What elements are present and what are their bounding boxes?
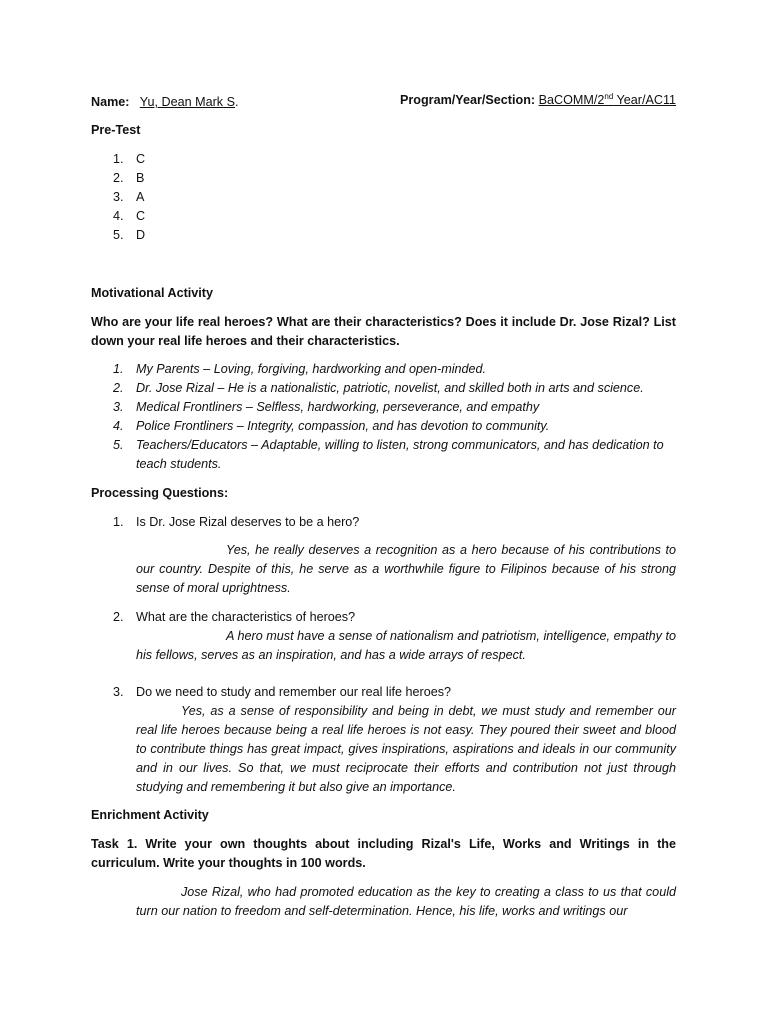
- enrichment-task: Task 1. Write your own thoughts about including Rizal's Life, Works and Writings in the curriculum. Write your thoughts in 100 words.: [91, 837, 676, 870]
- hero-text: Police Frontliners – Integrity, compassion, and has devotion to community.: [136, 419, 550, 433]
- motivational-prompt: Who are your life real heroes? What are their characteristics? Does it include Dr. Jose Rizal? List down your real life heroes and their characteristics.: [91, 315, 676, 348]
- list-item: [91, 417, 676, 436]
- answer-1: Yes, he really deserves a recognition as a hero because of his contributions to our country. Despite of this, he serve as a worthwhile figure to Filipinos because of his strong sense of moral uprightness.: [136, 543, 676, 595]
- processing-title: Processing Questions:: [91, 486, 229, 500]
- list-item: [91, 436, 676, 474]
- pretest-answer: A: [136, 190, 145, 204]
- enrichment-answer: Jose Rizal, who had promoted education as the key to creating a class to us that could turn our nation to freedom and self-determination. Hence, his life, works and writings our: [136, 885, 676, 918]
- list-item-number: 2.: [113, 381, 124, 395]
- pretest-answer: C: [136, 152, 146, 166]
- question-text: Is Dr. Jose Rizal deserves to be a hero?: [136, 515, 360, 529]
- list-item-number: 1.: [113, 515, 124, 529]
- list-item: [91, 169, 676, 188]
- list-item-number: 1.: [113, 362, 124, 376]
- list-item-number: 2.: [113, 610, 124, 624]
- motivational-title: Motivational Activity: [91, 286, 213, 300]
- pretest-title: Pre-Test: [91, 123, 141, 137]
- name-value: Yu, Dean Mark S: [139, 95, 235, 109]
- list-item-number: 1.: [113, 152, 124, 166]
- question-2: [91, 608, 676, 627]
- list-item: [91, 226, 676, 245]
- pretest-answer: C: [136, 209, 146, 223]
- question-1: [91, 513, 676, 532]
- list-item-number: 2.: [113, 171, 124, 185]
- list-item-number: 4.: [113, 209, 124, 223]
- program-value-a: BaCOMM/2: [538, 93, 605, 107]
- hero-text: Teachers/Educators – Adaptable, willing to listen, strong communicators, and has dedication to teach students.: [136, 438, 664, 471]
- heroes-list: [91, 360, 676, 474]
- program-value: [539, 93, 676, 107]
- list-item: [91, 379, 676, 398]
- list-item-number: 5.: [113, 228, 124, 242]
- pretest-answer: D: [136, 228, 146, 242]
- question-text: Do we need to study and remember our real life heroes?: [136, 685, 452, 699]
- list-item-number: 3.: [113, 400, 124, 414]
- pretest-answer: B: [136, 171, 145, 185]
- program-label: Program/Year/Section:: [400, 93, 536, 107]
- name-period: .: [234, 95, 239, 109]
- name-label: Name:: [91, 95, 130, 109]
- program-value-sup: nd: [604, 91, 614, 101]
- question-3: [91, 683, 676, 702]
- answer-3: Yes, as a sense of responsibility and being in debt, we must study and remember our real life heroes because being a real life heroes is not easy. They poured their sweet and blood to contribute things has great impact, gives inspirations, aspirations and ideals in our community and in our lives. So that, we must reciprocate their efforts and contribution not just through studying and remembering it but also give an importance.: [136, 704, 676, 794]
- list-item-number: 3.: [113, 685, 124, 699]
- hero-text: My Parents – Loving, forgiving, hardworking and open-minded.: [136, 362, 487, 376]
- list-item: [91, 683, 676, 702]
- list-item: [91, 398, 676, 417]
- pretest-list: [91, 150, 676, 245]
- list-item-number: 3.: [113, 190, 124, 204]
- list-item: [91, 513, 676, 532]
- list-item: [91, 188, 676, 207]
- list-item: [91, 150, 676, 169]
- list-item: [91, 207, 676, 226]
- list-item: [91, 608, 676, 627]
- answer-2: A hero must have a sense of nationalism and patriotism, intelligence, empathy to his fellows, serves as an inspiration, and has a wide arrays of respect.: [136, 629, 676, 662]
- enrichment-title: Enrichment Activity: [91, 808, 209, 822]
- program-value-b: Year/AC11: [613, 93, 677, 107]
- program-line: [400, 93, 676, 107]
- question-text: What are the characteristics of heroes?: [136, 610, 356, 624]
- hero-text: Medical Frontliners – Selfless, hardworking, perseverance, and empathy: [136, 400, 540, 414]
- list-item-number: 5.: [113, 438, 124, 452]
- hero-text: Dr. Jose Rizal – He is a nationalistic, patriotic, novelist, and skilled both in arts and science.: [136, 381, 644, 395]
- list-item: [91, 360, 676, 379]
- list-item-number: 4.: [113, 419, 124, 433]
